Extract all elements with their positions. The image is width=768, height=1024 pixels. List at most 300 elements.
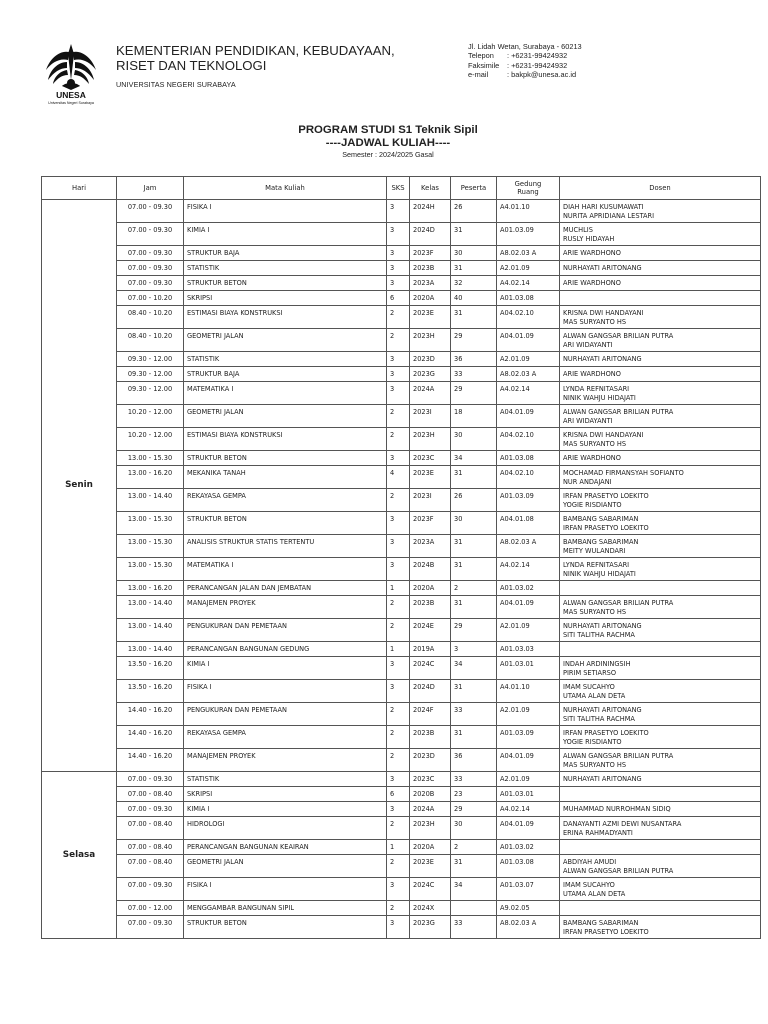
table-header <box>42 177 761 200</box>
time-cell: 13.00 - 16.20 <box>117 581 184 596</box>
letterhead <box>0 0 768 120</box>
class-cell: 2020A <box>410 840 451 855</box>
time-cell: 13.50 - 16.20 <box>117 657 184 680</box>
room-cell: A04.01.09 <box>497 817 560 840</box>
course-cell: ANALISIS STRUKTUR STATIS TERTENTU <box>184 535 387 558</box>
participants-cell <box>451 901 497 916</box>
lecturer-name: NURITA APRIDIANA LESTARI <box>563 212 655 220</box>
time-cell: 13.00 - 16.20 <box>117 466 184 489</box>
room-cell: A01.03.08 <box>497 291 560 306</box>
class-cell: 2023F <box>410 246 451 261</box>
participants-cell: 31 <box>451 855 497 878</box>
sks-cell: 3 <box>387 200 410 223</box>
table-row <box>42 428 761 451</box>
sks-cell: 2 <box>387 306 410 329</box>
time-cell: 07.00 - 08.40 <box>117 840 184 855</box>
program-title: PROGRAM STUDI S1 Teknik Sipil <box>298 124 478 136</box>
table-row <box>42 916 761 939</box>
sks-cell: 2 <box>387 329 410 352</box>
course-cell: PENGUKURAN DAN PEMETAAN <box>184 703 387 726</box>
lecturer-name: NINIK WAHJU HIDAJATI <box>563 394 636 402</box>
phone-value: : +6231-99424932 <box>507 51 568 61</box>
room-cell: A04.01.09 <box>497 749 560 772</box>
course-cell: MATEMATIKA I <box>184 558 387 581</box>
lecturer-name: MAS SURYANTO HS <box>563 318 627 326</box>
participants-cell: 29 <box>451 329 497 352</box>
lecturer-name: IMAM SUCAHYO <box>563 881 615 889</box>
time-cell: 13.00 - 14.40 <box>117 642 184 657</box>
lecturer-name: ERINA RAHMADYANTI <box>563 829 633 837</box>
lecturer-cell <box>560 787 761 802</box>
class-cell: 2024X <box>410 901 451 916</box>
room-cell: A01.03.09 <box>497 726 560 749</box>
room-cell: A01.03.09 <box>497 223 560 246</box>
participants-cell: 31 <box>451 726 497 749</box>
table-row <box>42 489 761 512</box>
phone-label: Telepon <box>468 51 494 61</box>
participants-cell: 36 <box>451 749 497 772</box>
room-cell: A04.01.09 <box>497 329 560 352</box>
lecturer-name: LYNDA REFNITASARI <box>563 561 630 569</box>
participants-cell: 33 <box>451 367 497 382</box>
time-cell: 13.00 - 15.30 <box>117 451 184 466</box>
lecturer-name: ALWAN GANGSAR BRILIAN PUTRA <box>563 752 674 760</box>
lecturer-cell <box>560 657 761 680</box>
lecturer-name: SITI TALITHA RACHMA <box>563 631 635 639</box>
participants-cell: 31 <box>451 535 497 558</box>
class-cell: 2023H <box>410 428 451 451</box>
lecturer-name: RUSLY HIDAYAH <box>563 235 615 243</box>
sks-cell: 3 <box>387 276 410 291</box>
table-row <box>42 619 761 642</box>
lecturer-cell <box>560 802 761 817</box>
sks-cell: 3 <box>387 558 410 581</box>
lecturer-cell <box>560 261 761 276</box>
table-row <box>42 726 761 749</box>
day-cell: Senin <box>42 200 117 772</box>
participants-cell: 23 <box>451 787 497 802</box>
lecturer-cell <box>560 772 761 787</box>
sks-cell: 3 <box>387 772 410 787</box>
lecturer-name: ARIE WARDHONO <box>563 279 621 287</box>
lecturer-cell <box>560 535 761 558</box>
col-peserta: Peserta <box>451 177 497 200</box>
table-row <box>42 703 761 726</box>
time-cell: 07.00 - 09.30 <box>117 276 184 291</box>
lecturer-name: BAMBANG SABARIMAN <box>563 538 639 546</box>
lecturer-name: YOGIE RISDIANTO <box>563 501 622 509</box>
room-cell: A04.02.10 <box>497 306 560 329</box>
table-row <box>42 558 761 581</box>
sks-cell: 3 <box>387 246 410 261</box>
class-cell: 2020B <box>410 787 451 802</box>
room-cell: A04.02.10 <box>497 428 560 451</box>
participants-cell: 32 <box>451 276 497 291</box>
time-cell: 07.00 - 08.40 <box>117 787 184 802</box>
fax-value: : +6231-99424932 <box>507 60 568 70</box>
fax-row <box>468 61 582 70</box>
room-cell: A01.03.01 <box>497 657 560 680</box>
col-gedung-ruang <box>497 177 560 200</box>
table-row <box>42 246 761 261</box>
table-row <box>42 596 761 619</box>
table-row <box>42 840 761 855</box>
table-row <box>42 261 761 276</box>
class-cell: 2024D <box>410 680 451 703</box>
schedule-title: ----JADWAL KULIAH---- <box>325 137 451 149</box>
participants-cell: 18 <box>451 405 497 428</box>
course-cell: KIMIA I <box>184 802 387 817</box>
course-cell: STRUKTUR BETON <box>184 512 387 535</box>
lecturer-cell <box>560 840 761 855</box>
lecturer-name: ALWAN GANGSAR BRILIAN PUTRA <box>563 332 674 340</box>
col-dosen: Dosen <box>560 177 761 200</box>
lecturer-cell <box>560 276 761 291</box>
sks-cell: 3 <box>387 367 410 382</box>
room-cell: A9.02.05 <box>497 901 560 916</box>
lecturer-name: DIAH HARI KUSUMAWATI <box>563 203 644 211</box>
participants-cell: 31 <box>451 558 497 581</box>
sks-cell: 2 <box>387 405 410 428</box>
sks-cell: 3 <box>387 223 410 246</box>
time-cell: 13.00 - 15.30 <box>117 558 184 581</box>
participants-cell: 34 <box>451 657 497 680</box>
class-cell: 2023I <box>410 489 451 512</box>
participants-cell: 31 <box>451 223 497 246</box>
table-row <box>42 451 761 466</box>
col-gedung-line: Gedung <box>514 180 542 188</box>
lecturer-name: NUR ANDAJANI <box>563 478 612 486</box>
table-row <box>42 772 761 787</box>
lecturer-cell <box>560 901 761 916</box>
course-cell: KIMIA I <box>184 223 387 246</box>
lecturer-cell <box>560 306 761 329</box>
svg-text:Universitas Negeri Surabaya: Universitas Negeri Surabaya <box>48 101 94 105</box>
sks-cell: 2 <box>387 489 410 512</box>
sks-cell: 6 <box>387 787 410 802</box>
time-cell: 07.00 - 09.30 <box>117 878 184 901</box>
course-cell: GEOMETRI JALAN <box>184 329 387 352</box>
lecturer-cell <box>560 726 761 749</box>
room-cell: A4.02.14 <box>497 802 560 817</box>
sks-cell: 2 <box>387 726 410 749</box>
time-cell: 13.50 - 16.20 <box>117 680 184 703</box>
table-row <box>42 306 761 329</box>
document-title <box>0 124 768 160</box>
course-cell: MENGGAMBAR BANGUNAN SIPIL <box>184 901 387 916</box>
col-kelas: Kelas <box>410 177 451 200</box>
sks-cell: 3 <box>387 535 410 558</box>
room-cell: A01.03.01 <box>497 787 560 802</box>
course-cell: ESTIMASI BIAYA KONSTRUKSI <box>184 428 387 451</box>
participants-cell: 30 <box>451 817 497 840</box>
lecturer-name: MAS SURYANTO HS <box>563 761 627 769</box>
table-row <box>42 581 761 596</box>
time-cell: 07.00 - 10.20 <box>117 291 184 306</box>
lecturer-cell <box>560 200 761 223</box>
course-cell: MANAJEMEN PROYEK <box>184 749 387 772</box>
sks-cell: 3 <box>387 382 410 405</box>
lecturer-name: ALWAN GANGSAR BRILIAN PUTRA <box>563 599 674 607</box>
class-cell: 2023G <box>410 916 451 939</box>
course-cell: KIMIA I <box>184 657 387 680</box>
course-cell: SKRIPSI <box>184 787 387 802</box>
room-cell: A4.01.10 <box>497 200 560 223</box>
lecturer-cell <box>560 291 761 306</box>
class-cell: 2023F <box>410 512 451 535</box>
lecturer-name: DANAYANTI AZMI DEWI NUSANTARA <box>563 820 682 828</box>
course-cell: STATISTIK <box>184 772 387 787</box>
time-cell: 13.00 - 14.40 <box>117 596 184 619</box>
university-name: UNIVERSITAS NEGERI SURABAYA <box>116 80 236 89</box>
lecturer-cell <box>560 680 761 703</box>
participants-cell: 2 <box>451 581 497 596</box>
time-cell: 07.00 - 09.30 <box>117 802 184 817</box>
time-cell: 07.00 - 09.30 <box>117 772 184 787</box>
participants-cell: 40 <box>451 291 497 306</box>
lecturer-cell <box>560 405 761 428</box>
lecturer-name: NURHAYATI ARITONANG <box>563 355 642 363</box>
course-cell: MEKANIKA TANAH <box>184 466 387 489</box>
room-cell: A8.02.03 A <box>497 535 560 558</box>
participants-cell: 30 <box>451 428 497 451</box>
class-cell: 2019A <box>410 642 451 657</box>
time-cell: 14.40 - 16.20 <box>117 703 184 726</box>
table-row <box>42 642 761 657</box>
course-cell: STRUKTUR BETON <box>184 916 387 939</box>
class-cell: 2024B <box>410 558 451 581</box>
lecturer-name: NURHAYATI ARITONANG <box>563 706 642 714</box>
table-row <box>42 901 761 916</box>
course-cell: HIDROLOGI <box>184 817 387 840</box>
class-cell: 2023B <box>410 596 451 619</box>
table-row <box>42 512 761 535</box>
time-cell: 07.00 - 08.40 <box>117 817 184 840</box>
sks-cell: 2 <box>387 855 410 878</box>
ministry-name <box>116 43 395 92</box>
course-cell: REKAYASA GEMPA <box>184 726 387 749</box>
table-row <box>42 657 761 680</box>
lecturer-cell <box>560 466 761 489</box>
participants-cell: 33 <box>451 703 497 726</box>
table-row <box>42 329 761 352</box>
lecturer-name: UTAMA ALAN DETA <box>563 692 626 700</box>
time-cell: 07.00 - 09.30 <box>117 246 184 261</box>
course-cell: FISIKA I <box>184 200 387 223</box>
participants-cell: 33 <box>451 916 497 939</box>
room-cell: A4.02.14 <box>497 276 560 291</box>
class-cell: 2023B <box>410 726 451 749</box>
course-cell: GEOMETRI JALAN <box>184 405 387 428</box>
time-cell: 07.00 - 09.30 <box>117 223 184 246</box>
class-cell: 2024C <box>410 657 451 680</box>
col-ruang-line: Ruang <box>517 188 539 196</box>
sks-cell: 2 <box>387 428 410 451</box>
sks-cell: 3 <box>387 878 410 901</box>
class-cell: 2023C <box>410 451 451 466</box>
lecturer-cell <box>560 581 761 596</box>
class-cell: 2023D <box>410 352 451 367</box>
lecturer-name: IRFAN PRASETYO LOEKITO <box>563 524 649 532</box>
sks-cell: 2 <box>387 596 410 619</box>
table-row <box>42 535 761 558</box>
lecturer-name: MUCHLIS <box>563 226 593 234</box>
room-cell: A04.01.09 <box>497 596 560 619</box>
course-cell: STATISTIK <box>184 261 387 276</box>
room-cell: A01.03.03 <box>497 642 560 657</box>
participants-cell: 2 <box>451 840 497 855</box>
time-cell: 13.00 - 14.40 <box>117 619 184 642</box>
contact-info <box>468 42 582 80</box>
time-cell: 08.40 - 10.20 <box>117 306 184 329</box>
class-cell: 2024E <box>410 619 451 642</box>
col-jam: Jam <box>117 177 184 200</box>
sks-cell: 1 <box>387 581 410 596</box>
lecturer-cell <box>560 246 761 261</box>
schedule-table <box>41 176 761 939</box>
room-cell: A04.01.09 <box>497 405 560 428</box>
room-cell: A01.03.07 <box>497 878 560 901</box>
email-label: e-mail <box>468 70 489 80</box>
class-cell: 2023D <box>410 749 451 772</box>
participants-cell: 33 <box>451 772 497 787</box>
lecturer-name: MAS SURYANTO HS <box>563 440 627 448</box>
lecturer-cell <box>560 703 761 726</box>
participants-cell: 31 <box>451 466 497 489</box>
room-cell: A8.02.03 A <box>497 246 560 261</box>
class-cell: 2023I <box>410 405 451 428</box>
col-sks: SKS <box>387 177 410 200</box>
lecturer-name: NURHAYATI ARITONANG <box>563 775 642 783</box>
lecturer-cell <box>560 619 761 642</box>
lecturer-name: IMAM SUCAHYO <box>563 683 615 691</box>
lecturer-cell <box>560 489 761 512</box>
lecturer-name: YOGIE RISDIANTO <box>563 738 622 746</box>
sks-cell: 2 <box>387 703 410 726</box>
lecturer-cell <box>560 878 761 901</box>
table-row <box>42 749 761 772</box>
course-cell: ESTIMASI BIAYA KONSTRUKSI <box>184 306 387 329</box>
lecturer-name: MEITY WULANDARI <box>563 547 626 555</box>
participants-cell: 31 <box>451 680 497 703</box>
course-cell: SKRIPSI <box>184 291 387 306</box>
participants-cell: 31 <box>451 261 497 276</box>
lecturer-name: ARI WIDAYANTI <box>563 341 613 349</box>
time-cell: 07.00 - 09.30 <box>117 261 184 276</box>
participants-cell: 30 <box>451 246 497 261</box>
time-cell: 10.20 - 12.00 <box>117 405 184 428</box>
lecturer-name: INDAH ARDININGSIH <box>563 660 631 668</box>
time-cell: 09.30 - 12.00 <box>117 382 184 405</box>
lecturer-name: MOCHAMAD FIRMANSYAH SOFIANTO <box>563 469 684 477</box>
participants-cell: 3 <box>451 642 497 657</box>
participants-cell: 31 <box>451 596 497 619</box>
lecturer-cell <box>560 512 761 535</box>
room-cell: A2.01.09 <box>497 703 560 726</box>
room-cell: A4.02.14 <box>497 558 560 581</box>
lecturer-name: KRISNA DWI HANDAYANI <box>563 309 644 317</box>
class-cell: 2024H <box>410 200 451 223</box>
sks-cell: 6 <box>387 291 410 306</box>
lecturer-name: NURHAYATI ARITONANG <box>563 264 642 272</box>
participants-cell: 29 <box>451 802 497 817</box>
time-cell: 07.00 - 09.30 <box>117 916 184 939</box>
col-mata-kuliah: Mata Kuliah <box>184 177 387 200</box>
time-cell: 13.00 - 15.30 <box>117 512 184 535</box>
participants-cell: 29 <box>451 382 497 405</box>
participants-cell: 36 <box>451 352 497 367</box>
time-cell: 08.40 - 10.20 <box>117 329 184 352</box>
time-cell: 09.30 - 12.00 <box>117 352 184 367</box>
class-cell: 2024A <box>410 382 451 405</box>
sks-cell: 3 <box>387 352 410 367</box>
lecturer-cell <box>560 817 761 840</box>
lecturer-name: UTAMA ALAN DETA <box>563 890 626 898</box>
sks-cell: 3 <box>387 512 410 535</box>
class-cell: 2023A <box>410 535 451 558</box>
time-cell: 13.00 - 15.30 <box>117 535 184 558</box>
sks-cell: 2 <box>387 901 410 916</box>
col-hari: Hari <box>42 177 117 200</box>
lecturer-cell <box>560 451 761 466</box>
lecturer-cell <box>560 367 761 382</box>
class-cell: 2023B <box>410 261 451 276</box>
sks-cell: 1 <box>387 840 410 855</box>
class-cell: 2023E <box>410 466 451 489</box>
course-cell: FISIKA I <box>184 878 387 901</box>
sks-cell: 2 <box>387 749 410 772</box>
time-cell: 10.20 - 12.00 <box>117 428 184 451</box>
course-cell: MATEMATIKA I <box>184 382 387 405</box>
lecturer-name: ARIE WARDHONO <box>563 454 621 462</box>
table-body <box>42 200 761 939</box>
table-row <box>42 680 761 703</box>
sks-cell: 4 <box>387 466 410 489</box>
lecturer-cell <box>560 596 761 619</box>
room-cell: A04.02.10 <box>497 466 560 489</box>
sks-cell: 3 <box>387 916 410 939</box>
time-cell: 13.00 - 14.40 <box>117 489 184 512</box>
lecturer-name: LYNDA REFNITASARI <box>563 385 630 393</box>
participants-cell: 26 <box>451 489 497 512</box>
table-row <box>42 855 761 878</box>
participants-cell: 26 <box>451 200 497 223</box>
room-cell: A01.03.08 <box>497 855 560 878</box>
ministry-line-2: RISET DAN TEKNOLOGI <box>116 58 267 73</box>
table-row <box>42 466 761 489</box>
lecturer-name: ARIE WARDHONO <box>563 249 621 257</box>
participants-cell: 31 <box>451 306 497 329</box>
lecturer-name: ABDIYAH AMUDI <box>563 858 617 866</box>
lecturer-name: PIRIM SETIARSO <box>563 669 617 677</box>
lecturer-name: ARI WIDAYANTI <box>563 417 613 425</box>
phone-row <box>468 51 582 60</box>
time-cell: 14.40 - 16.20 <box>117 749 184 772</box>
course-cell: FISIKA I <box>184 680 387 703</box>
sks-cell: 3 <box>387 657 410 680</box>
class-cell: 2023H <box>410 329 451 352</box>
table-row <box>42 817 761 840</box>
room-cell: A01.03.08 <box>497 451 560 466</box>
participants-cell: 30 <box>451 512 497 535</box>
lecturer-cell <box>560 749 761 772</box>
lecturer-cell <box>560 223 761 246</box>
svg-text:UNESA: UNESA <box>56 90 86 100</box>
class-cell: 2023H <box>410 817 451 840</box>
email-row <box>468 70 582 79</box>
address: Jl. Lidah Wetan, Surabaya - 60213 <box>468 42 582 51</box>
course-cell: PERANCANGAN BANGUNAN KEAIRAN <box>184 840 387 855</box>
